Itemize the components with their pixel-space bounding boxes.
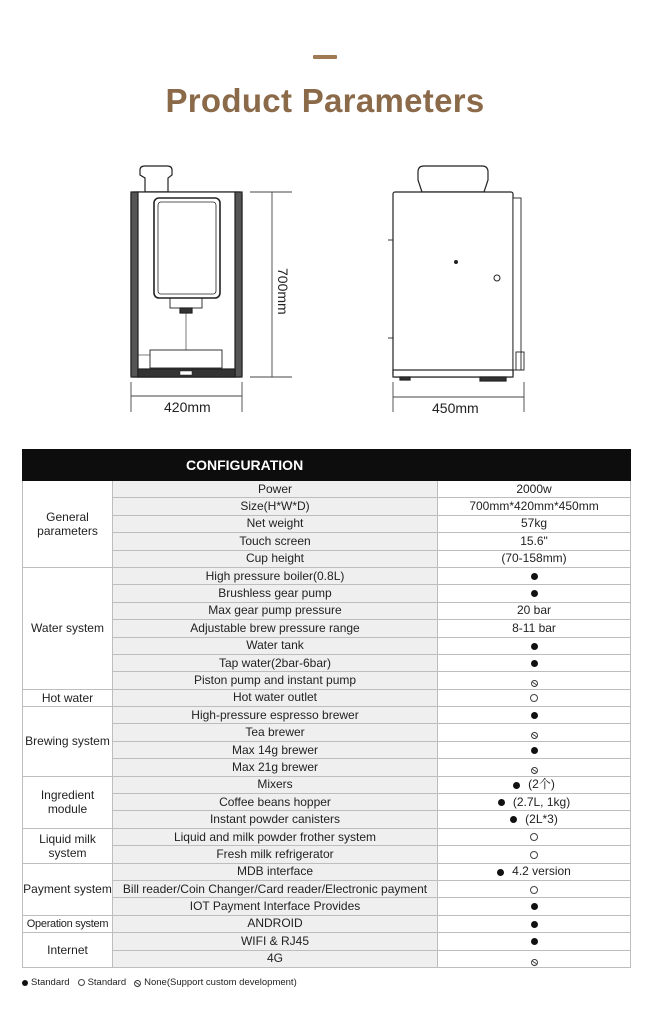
parameter-label: Liquid and milk powder frother system — [113, 828, 438, 845]
table-row — [23, 828, 631, 845]
none-circle-icon — [531, 764, 538, 771]
table-row — [23, 689, 631, 706]
parameter-value-text: 20 bar — [517, 603, 552, 618]
standard-dot-icon — [531, 903, 538, 910]
parameter-label: MDB interface — [113, 863, 438, 880]
parameter-label: Max gear pump pressure — [113, 602, 438, 619]
side-depth-label: 450mm — [432, 400, 479, 416]
parameter-label: Cup height — [113, 550, 438, 567]
parameter-value-text: (2L*3) — [525, 812, 558, 827]
parameter-label: Net weight — [113, 515, 438, 532]
optional-circle-icon — [530, 833, 538, 841]
standard-dot-icon — [531, 921, 538, 928]
standard-dot-icon — [531, 660, 538, 667]
parameter-label: Size(H*W*D) — [113, 498, 438, 515]
optional-circle-icon — [530, 851, 538, 859]
parameter-label: Tea brewer — [113, 724, 438, 741]
parameter-value — [438, 498, 631, 515]
machine-dimension-drawing — [0, 150, 650, 430]
parameter-value — [438, 724, 631, 741]
standard-dot-icon — [22, 980, 28, 986]
parameter-label: Bill reader/Coin Changer/Card reader/Electronic payment — [113, 880, 438, 897]
standard-dot-icon — [513, 782, 520, 789]
parameter-value-text: 15.6" — [520, 533, 548, 548]
parameter-label: Max 14g brewer — [113, 741, 438, 758]
table-row — [23, 602, 631, 619]
parameter-label: Adjustable brew pressure range — [113, 620, 438, 637]
category-cell: Water system — [23, 567, 113, 689]
none-circle-icon — [531, 677, 538, 684]
title-accent-bar — [313, 55, 337, 59]
standard-dot-icon — [531, 590, 538, 597]
parameter-value-text: (2个) — [528, 777, 555, 792]
parameter-label: Max 21g brewer — [113, 759, 438, 776]
table-row — [23, 933, 631, 950]
table-header-row — [23, 450, 631, 481]
optional-circle-icon — [530, 886, 538, 894]
parameter-value — [438, 898, 631, 915]
standard-dot-icon — [531, 643, 538, 650]
table-row — [23, 672, 631, 689]
parameter-value-text: 8-11 bar — [512, 620, 556, 635]
page-title: Product Parameters — [165, 82, 485, 119]
parameter-value — [438, 863, 631, 880]
legend-item — [134, 977, 297, 988]
parameter-value — [438, 759, 631, 776]
table-row — [23, 620, 631, 637]
standard-dot-icon — [498, 799, 505, 806]
table-row — [23, 950, 631, 967]
parameter-label: WIFI & RJ45 — [113, 933, 438, 950]
parameter-value — [438, 828, 631, 845]
table-header: CONFIGURATION — [23, 450, 631, 481]
standard-dot-icon — [531, 938, 538, 945]
parameter-value-text: (70-158mm) — [501, 551, 567, 566]
parameter-value — [438, 776, 631, 793]
parameter-label: Power — [113, 481, 438, 498]
parameter-label: Hot water outlet — [113, 689, 438, 706]
legend-item — [22, 977, 70, 988]
parameter-label: High pressure boiler(0.8L) — [113, 567, 438, 584]
none-circle-icon — [134, 979, 141, 986]
table-row — [23, 776, 631, 793]
parameter-label: IOT Payment Interface Provides — [113, 898, 438, 915]
parameter-label: ANDROID — [113, 915, 438, 932]
parameter-value-text: 700mm*420mm*450mm — [469, 499, 599, 514]
parameter-value — [438, 672, 631, 689]
parameter-label: Piston pump and instant pump — [113, 672, 438, 689]
standard-dot-icon — [510, 816, 517, 823]
parameter-value-text: (2.7L, 1kg) — [512, 794, 571, 809]
table-row — [23, 794, 631, 811]
parameter-value — [438, 689, 631, 706]
standard-dot-icon — [531, 573, 538, 580]
parameter-label: Tap water(2bar-6bar) — [113, 654, 438, 671]
table-row — [23, 637, 631, 654]
table-row — [23, 550, 631, 567]
category-cell: General parameters — [23, 481, 113, 568]
parameter-value — [438, 637, 631, 654]
parameter-value — [438, 481, 631, 498]
parameter-value — [438, 515, 631, 532]
parameter-value — [438, 933, 631, 950]
parameter-value — [438, 533, 631, 550]
legend-text: None(Support custom development) — [144, 977, 297, 988]
standard-dot-icon — [531, 747, 538, 754]
table-row — [23, 741, 631, 758]
standard-dot-icon — [497, 869, 504, 876]
parameter-label: High-pressure espresso brewer — [113, 707, 438, 724]
table-row — [23, 915, 631, 932]
parameter-label: Water tank — [113, 637, 438, 654]
legend-item — [78, 977, 127, 988]
parameter-value — [438, 550, 631, 567]
parameter-label: Brushless gear pump — [113, 585, 438, 602]
parameter-value — [438, 567, 631, 584]
parameter-value — [438, 707, 631, 724]
table-row — [23, 707, 631, 724]
table-row — [23, 515, 631, 532]
table-row — [23, 898, 631, 915]
parameter-value — [438, 950, 631, 967]
category-cell: Hot water — [23, 689, 113, 706]
category-cell: Operation system — [23, 915, 113, 932]
category-cell: Payment system — [23, 863, 113, 915]
table-row — [23, 585, 631, 602]
standard-dot-icon — [531, 712, 538, 719]
parameter-label: Mixers — [113, 776, 438, 793]
table-row — [23, 759, 631, 776]
category-cell: Internet — [23, 933, 113, 968]
parameter-label: Touch screen — [113, 533, 438, 550]
parameter-value — [438, 811, 631, 828]
legend — [22, 977, 301, 988]
table-row — [23, 880, 631, 897]
legend-text: Standard — [87, 977, 127, 988]
table-row — [23, 724, 631, 741]
category-cell: Brewing system — [23, 707, 113, 777]
parameter-value-text: 57kg — [521, 516, 548, 531]
parameter-value — [438, 794, 631, 811]
parameter-value — [438, 585, 631, 602]
parameter-label: Fresh milk refrigerator — [113, 846, 438, 863]
category-cell: Ingredient module — [23, 776, 113, 828]
table-row — [23, 533, 631, 550]
table-row — [23, 654, 631, 671]
table-row — [23, 846, 631, 863]
table-row — [23, 811, 631, 828]
configuration-table — [22, 449, 631, 968]
table-row — [23, 481, 631, 498]
optional-circle-icon — [530, 694, 538, 702]
optional-circle-icon — [78, 979, 85, 986]
parameter-value — [438, 846, 631, 863]
none-circle-icon — [531, 729, 538, 736]
legend-text: Standard — [31, 977, 70, 988]
table-row — [23, 567, 631, 584]
parameter-value — [438, 602, 631, 619]
parameter-value-text: 4.2 version — [512, 864, 571, 879]
parameter-value — [438, 915, 631, 932]
side-view — [388, 166, 524, 381]
table-row — [23, 498, 631, 515]
parameter-label: Instant powder canisters — [113, 811, 438, 828]
parameter-value — [438, 880, 631, 897]
front-view — [131, 166, 242, 377]
none-circle-icon — [531, 956, 538, 963]
parameter-label: 4G — [113, 950, 438, 967]
parameter-value — [438, 741, 631, 758]
parameter-label: Coffee beans hopper — [113, 794, 438, 811]
height-label: 700mm — [275, 268, 291, 315]
category-cell: Liquid milk system — [23, 828, 113, 863]
front-width-label: 420mm — [164, 399, 211, 415]
parameter-value — [438, 620, 631, 637]
parameter-value-text: 2000w — [516, 481, 552, 496]
parameter-value — [438, 654, 631, 671]
table-row — [23, 863, 631, 880]
